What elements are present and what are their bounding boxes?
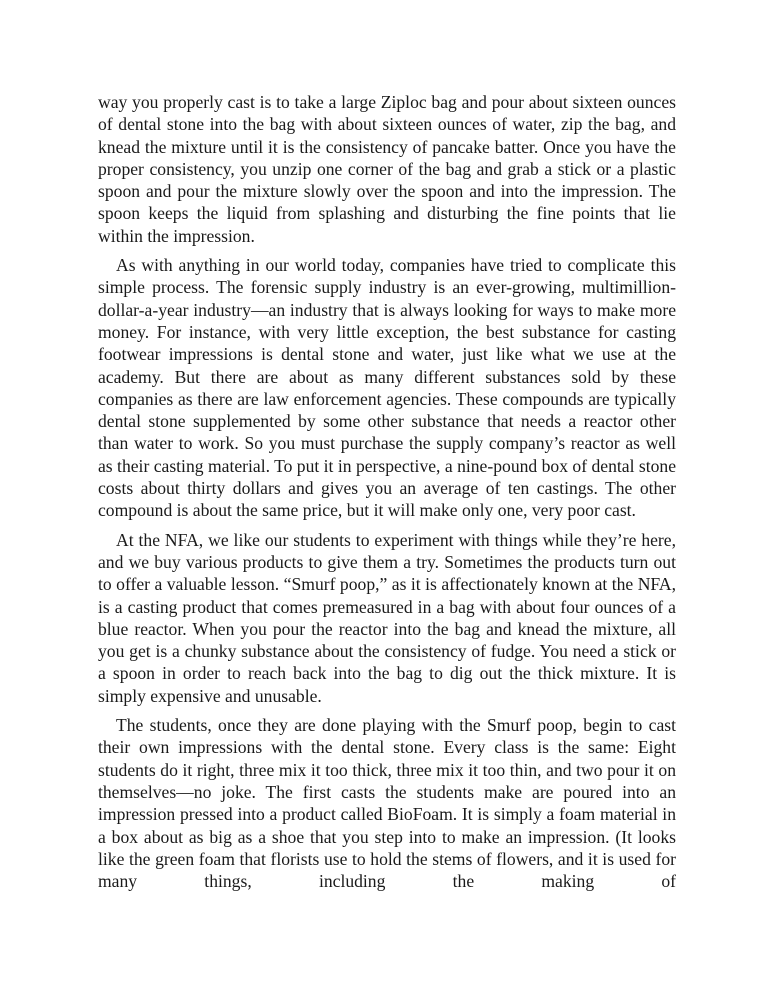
book-page-text: [98, 91, 676, 899]
paragraph-smurf-poop: At the NFA, we like our students to experiment with things while they’re here, and we buy various products to give them a try. Sometimes the products turn out to offer a valuable lesson. “Smurf poop,” as it is affectionately known at the NFA, is a casting product that comes premeasured in a bag with about four ounces of a blue reactor. When you pour the reactor into the bag and knead the mixture, all you get is a chunky substance about the consistency of fudge. You need a stick or a spoon in order to reach back into the bag to dig out the thick mixture. It is simply expensive and unusable.: [98, 529, 676, 706]
paragraph-students-casting: The students, once they are done playing with the Smurf poop, begin to cast their own impressions with the dental stone. Every class is the same: Eight students do it right, three mix it too thick, three mix it too thin, and two pour it on themselves—no joke. The first casts the students make are poured into an impression pressed into a product called BioFoam. It is simply a foam material in a box about as big as a shoe that you step into to make an impression. (It looks like the green foam that florists use to hold the stems of flowers, and it is used for many things, including the making of: [98, 715, 676, 892]
paragraph-casting-companies: As with anything in our world today, companies have tried to complicate this simple process. The forensic supply industry is an ever-growing, multimillion-dollar-a-year industry—an industry that is always looking for ways to make more money. For instance, with very little exception, the best substance for casting footwear impressions is dental stone and water, just like what we use at the academy. But there are about as many different substances sold by these companies as there are law enforcement agencies. These compounds are typically dental stone supplemented by some other substance that needs a reactor other than water to work. So you must purchase the supply company’s reactor as well as their casting material. To put it in perspective, a nine-pound box of dental stone costs about thirty dollars and gives you an average of ten castings. The other compound is about the same price, but it will make only one, very poor cast.: [98, 255, 676, 521]
paragraph-continued: way you properly cast is to take a large Ziploc bag and pour about sixteen ounces of dental stone into the bag with about sixteen ounces of water, zip the bag, and knead the mixture until it is the consistency of pancake batter. Once you have the proper consistency, you unzip one corner of the bag and grab a stick or a plastic spoon and pour the mixture slowly over the spoon and into the impression. The spoon keeps the liquid from splashing and disturbing the fine points that lie within the impression.: [98, 92, 676, 246]
